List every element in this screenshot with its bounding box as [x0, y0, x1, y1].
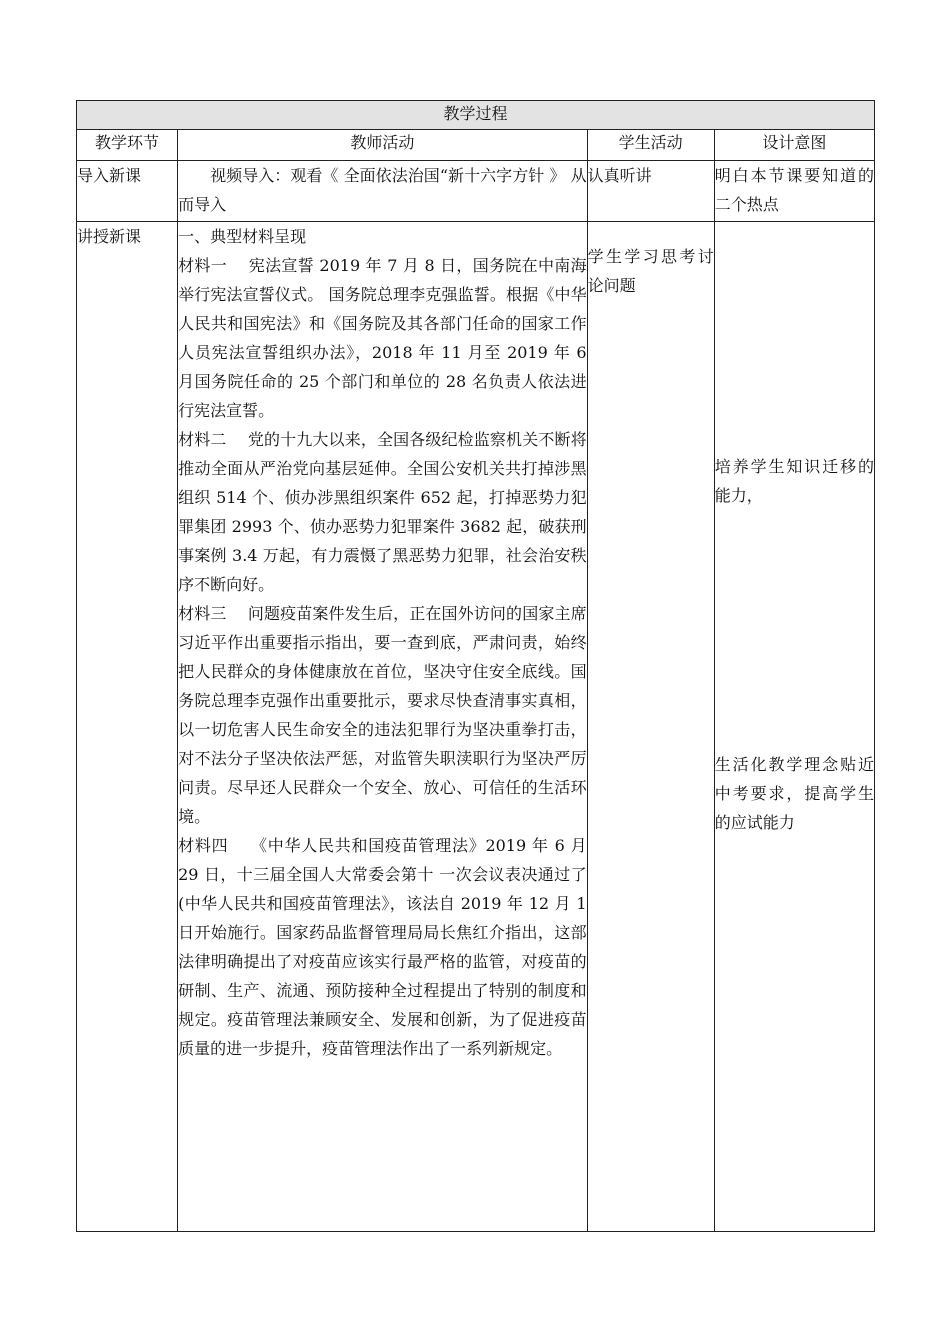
- table-row-main: [77, 222, 875, 1232]
- intro-design-cell: [714, 161, 874, 222]
- intro-teacher-text: 视频导入：观看《 全面依法治国“新十六字方针 》 从而导入: [178, 166, 587, 214]
- header-teacher-activity: 教师活动: [178, 130, 588, 161]
- header-student-activity: 学生活动: [587, 130, 714, 161]
- material-2: 材料二 党的十九大以来，全国各级纪检监察机关不断将推动全面从严治党向基层延伸。全国公安机关共打掉涉黑组织 514 个、侦办涉黑组织案件 652 起，打掉恶势力犯罪集团 2993 个、侦办恶势力犯罪案件 3682 起，破获刑事案例 3.4 万起，有力震慑了黑恶势力犯罪，社会治安秩序不断向好。: [178, 430, 587, 594]
- table-row-intro: [77, 161, 875, 222]
- header-stage: 教学环节: [77, 130, 178, 161]
- table-title: 教学过程: [77, 101, 875, 130]
- material-3: 材料三 问题疫苗案件发生后，正在国外访问的国家主席习近平作出重要指示指出，要一查到底，严肃问责，始终把人民群众的身体健康放在首位，坚决守住安全底线。国务院总理李克强作出重要批示，要求尽快查清事实真相，以一切危害人民生命安全的违法犯罪行为坚决重拳打击，对不法分子坚决依法严惩，对监管失职渎职行为坚决严厉问责。尽早还人民群众一个安全、放心、可信任的生活环境。: [178, 604, 587, 826]
- design-intent-2: 生活化教学理念贴近中考要求，提高学生的应试能力: [714, 755, 874, 832]
- material-1: 材料一 宪法宣誓 2019 年 7 月 8 日，国务院在中南海举行宪法宣誓仪式。 国务院总理李克强监誓。根据《中华人民共和国宪法》和《国务院及其各部门任命的国家工作人员宪法宣誓组织办法》，2018 年 11 月至 2019 年 6 月国务院任命的 25 个部门和单位的 28 名负责人依法进行宪法宣誓。: [178, 256, 587, 420]
- header-design-intent: 设计意图: [714, 130, 874, 161]
- main-student-text: 学生学习思考讨论问题: [587, 247, 714, 295]
- main-teacher-cell: [178, 222, 588, 1232]
- intro-design-text: 明白本节课要知道的二个热点: [714, 166, 874, 214]
- main-stage-text: 讲授新课: [77, 227, 142, 246]
- design-intent-1: 培养学生知识迁移的能力，: [714, 457, 874, 505]
- intro-stage: [77, 161, 178, 222]
- intro-student-cell: [587, 161, 714, 222]
- main-design-cell: [714, 222, 874, 1232]
- main-stage: [77, 222, 178, 1232]
- table-header-row: [77, 130, 875, 161]
- table-title-row: [77, 101, 875, 130]
- intro-student-text: 认真听讲: [587, 166, 652, 185]
- material-4: 材料四 《中华人民共和国疫苗管理法》2019 年 6 月 29 日，十三届全国人大常委会第十 一次会议表决通过了(中华人民共和国疫苗管理法》，该法自 2019 年 12 月 1 日开始施行。国家药品监督管理局局长焦红介指出，这部法律明确提出了对疫苗应该实行最严格的监管，对疫苗的研制、生产、流通、预防接种全过程提出了特别的制度和规定。疫苗管理法兼顾安全、发展和创新，为了促进疫苗质量的进一步提升，疫苗管理法作出了一系列新规定。: [178, 836, 587, 1058]
- teaching-process-table: [76, 100, 875, 1232]
- main-student-cell: [587, 222, 714, 1232]
- intro-stage-text: 导入新课: [77, 166, 142, 185]
- intro-teacher-cell: [178, 161, 588, 222]
- section-title: 一、典型材料呈现: [178, 227, 307, 246]
